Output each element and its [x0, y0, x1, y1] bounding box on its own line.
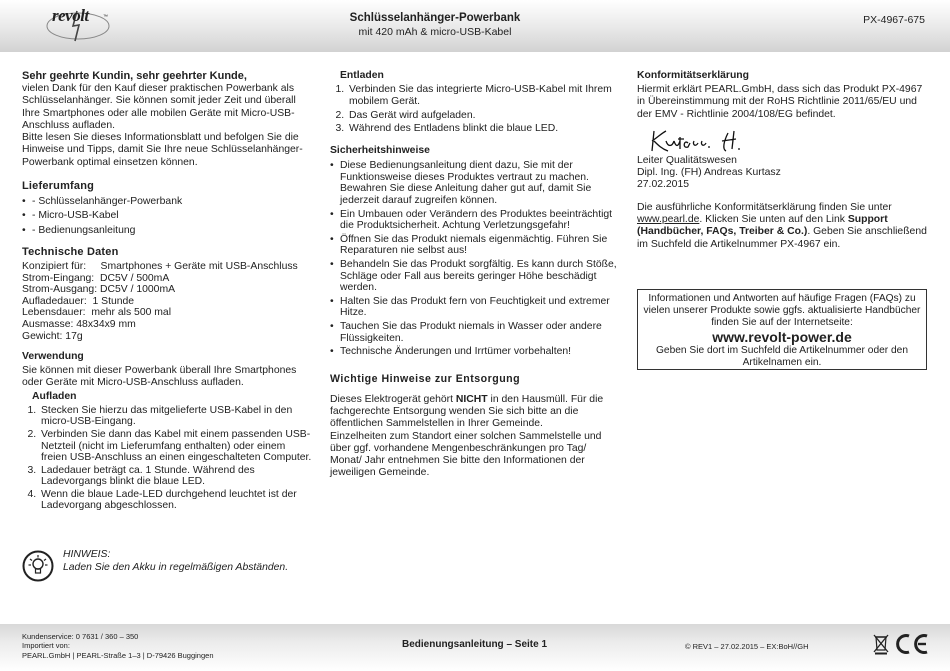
- list-item: • Behandeln Sie das Produkt sorgfältig. Es kann durch Stöße, Schläge oder Fall aus bereits geringer Höhe beschädigt werden.: [330, 259, 620, 294]
- scope-list: [22, 196, 312, 237]
- list-item: • Öffnen Sie das Produkt niemals eigenmächtig. Führen Sie Reparaturen nie selbst aus!: [330, 234, 620, 257]
- spec-line: Ausmasse: 48x34x9 mm: [22, 318, 136, 330]
- details-text-c: . Geben Sie anschließend im Suchfeld die Artikelnummer PX-4967 ein.: [637, 226, 927, 250]
- list-item: 3. Während des Entladens blinkt die blaue LED.: [347, 123, 620, 135]
- discharge-steps: [330, 84, 620, 135]
- lightbulb-icon: [22, 550, 54, 582]
- list-item: • Diese Bedienungsanleitung dient dazu, Sie mit der Funktionsweise dieses Produktes vertraut zu machen. Bewahren Sie diese Anleitung daher gut auf, damit Sie jederzeit darauf zugreifen können.: [330, 160, 620, 206]
- safety-list: [330, 160, 620, 358]
- list-item: • - Bedienungsanleitung: [22, 225, 312, 237]
- disposal-heading: Wichtige Hinweise zur Entsorgung: [330, 372, 521, 385]
- details-text-b: . Klicken Sie unten auf den Link: [699, 214, 848, 226]
- intro-paragraph-2: Bitte lesen Sie dieses Informationsblatt und befolgen Sie die Hinweise und Tipps, damit Sie Ihre neue Schlüsselanhänger-Powerbank optimal einsetzen können.: [22, 132, 303, 168]
- page-title: Schlüsselanhänger-Powerbank: [349, 12, 521, 24]
- importer-address: PEARL.GmbH | PEARL-Straße 1–3 | D-79426 Buggingen: [22, 650, 214, 660]
- list-item: • Tauchen Sie das Produkt niemals in Wasser oder andere Flüssigkeiten.: [330, 321, 620, 344]
- spec-line: Konzipiert für: Smartphones + Geräte mit USB-Anschluss: [22, 260, 298, 272]
- signer-name: Dipl. Ing. (FH) Andreas Kurtasz: [637, 167, 781, 179]
- charge-heading: Aufladen: [32, 390, 77, 402]
- tech-heading: Technische Daten: [22, 245, 119, 258]
- details-paragraph: [637, 202, 927, 251]
- importer-label: Importiert von:: [22, 641, 70, 651]
- greeting-heading: Sehr geehrte Kundin, sehr geehrter Kunde,: [22, 70, 247, 82]
- list-item: • Technische Änderungen und Irrtümer vorbehalten!: [330, 346, 620, 358]
- spec-line: Aufladedauer: 1 Stunde: [22, 295, 135, 307]
- support-link-text: Support (Handbücher, FAQs, Treiber & Co.): [637, 214, 888, 238]
- revision-info: © REV1 – 27.02.2015 – EX:BoH//GH: [685, 642, 809, 651]
- column-right: [637, 66, 927, 251]
- use-heading: Verwendung: [22, 351, 84, 363]
- list-item: 4. Wenn die blaue Lade-LED durchgehend leuchtet ist der Ladevorgang abgeschlossen.: [39, 489, 312, 512]
- list-item: 2. Das Gerät wird aufgeladen.: [347, 110, 620, 122]
- disposal-paragraph: [330, 394, 620, 431]
- list-item: 1. Stecken Sie hierzu das mitgelieferte USB-Kabel in den micro-USB-Eingang.: [39, 405, 312, 428]
- details-text-a: Die ausführliche Konformitätserklärung finden Sie unter: [637, 201, 892, 213]
- ce-mark-icon: [894, 633, 930, 655]
- list-item: • Halten Sie das Produkt fern von Feuchtigkeit und extremer Hitze.: [330, 296, 620, 319]
- customer-service: Kundenservice: 0 7631 / 360 – 350: [22, 632, 139, 641]
- disposal-text-a: Dieses Elektrogerät gehört: [330, 393, 456, 405]
- logo-text: revolt: [52, 6, 89, 25]
- page-subtitle: mit 420 mAh & micro-USB-Kabel: [358, 26, 512, 38]
- spec-line: Lebensdauer: mehr als 500 mal: [22, 307, 172, 319]
- faq-box: [637, 289, 927, 370]
- column-middle: [330, 66, 620, 480]
- faq-text: Informationen und Antworten auf häufige Fragen (FAQs) zu vielen unserer Produkte sowie ggfs. aktualisierte Handbücher finden Sie auf der Internetseite:: [643, 293, 921, 328]
- safety-heading: Sicherheitshinweise: [330, 145, 430, 157]
- pearl-link[interactable]: www.pearl.de: [637, 214, 700, 226]
- faq-url[interactable]: www.revolt-power.de: [712, 329, 852, 345]
- hint-text: Laden Sie den Akku in regelmäßigen Abständen.: [63, 561, 289, 573]
- list-item: 1. Verbinden Sie das integrierte Micro-USB-Kabel mit Ihrem mobilem Gerät.: [347, 84, 620, 109]
- signature: [648, 127, 774, 155]
- tech-specs: [22, 261, 312, 342]
- conformity-heading: Konformitätserklärung: [637, 70, 750, 81]
- spec-line: Strom-Eingang: DC5V / 500mA: [22, 272, 170, 284]
- column-left: [22, 66, 312, 512]
- list-item: 2. Verbinden Sie dann das Kabel mit einem passenden USB-Netzteil (nicht im Lieferumfang enthalten) oder einem freien USB-Anschluss an einen eingeschalteten Computer.: [39, 429, 312, 464]
- use-paragraph: Sie können mit dieser Powerbank überall Ihre Smartphones oder Geräte mit Micro-USB-Anschluss aufladen.: [22, 365, 297, 389]
- disposal-text-c: in den Hausmüll. Für die fachgerechte Entsorgung wenden Sie sich bitte an die öffentlichen Sammelstellen in Ihrer Gemeinde.: [330, 393, 604, 430]
- disposal-paragraph-2: Einzelheiten zum Standort einer solchen Sammelstelle und über ggf. vorhandene Mengenbeschränkungen pro Tag/ Monat/ Jahr entnehmen Sie bitte den Informationen der jeweiligen Gemeinde.: [330, 430, 602, 479]
- hint-label: HINWEIS:: [63, 549, 111, 560]
- signer-role: Leiter Qualitätswesen: [637, 154, 737, 166]
- intro-paragraph: vielen Dank für den Kauf dieser praktischen Powerbank als Schlüsselanhänger. Sie können somit jeder Zeit und überall Ihre Smartphones oder alle mobilen Geräte mit Micro-USB-Anschluss aufladen.: [22, 83, 296, 131]
- logo-trademark: ™: [103, 14, 108, 20]
- sign-date: 27.02.2015: [637, 179, 690, 191]
- scope-heading: Lieferumfang: [22, 180, 95, 193]
- discharge-heading: Entladen: [340, 70, 384, 81]
- list-item: 3. Ladedauer beträgt ca. 1 Stunde. Während des Ladevorgangs blinkt die blaue LED.: [39, 465, 312, 488]
- list-item: • - Schlüsselanhänger-Powerbank: [22, 196, 312, 208]
- footer-contact: [22, 632, 214, 660]
- disposal-text-emphasis: NICHT: [455, 393, 488, 405]
- spec-line: Gewicht: 17g: [22, 330, 83, 342]
- spec-line: Strom-Ausgang: DC5V / 1000mA: [22, 284, 176, 296]
- charge-steps: [22, 405, 312, 512]
- conformity-paragraph: Hiermit erklärt PEARL.GmbH, dass sich das Produkt PX-4967 in Übereinstimmung mit der RoHS Richtlinie 2011/65/EU und der EMV - Richtlinie 2004/108/EG befindet.: [637, 84, 923, 120]
- list-item: • - Micro-USB-Kabel: [22, 210, 312, 222]
- list-item: • Ein Umbauen oder Verändern des Produktes beeinträchtigt die Produktsicherheit. Achtung Verletzungsgefahr!: [330, 209, 620, 232]
- product-code: PX-4967-675: [863, 14, 925, 26]
- page-number: Bedienungsanleitung – Seite 1: [402, 639, 548, 650]
- faq-text-2: Geben Sie dort im Suchfeld die Artikelnummer oder den Artikelnamen ein.: [656, 345, 908, 368]
- weee-bin-icon: [872, 633, 890, 655]
- hint-note: [63, 549, 288, 574]
